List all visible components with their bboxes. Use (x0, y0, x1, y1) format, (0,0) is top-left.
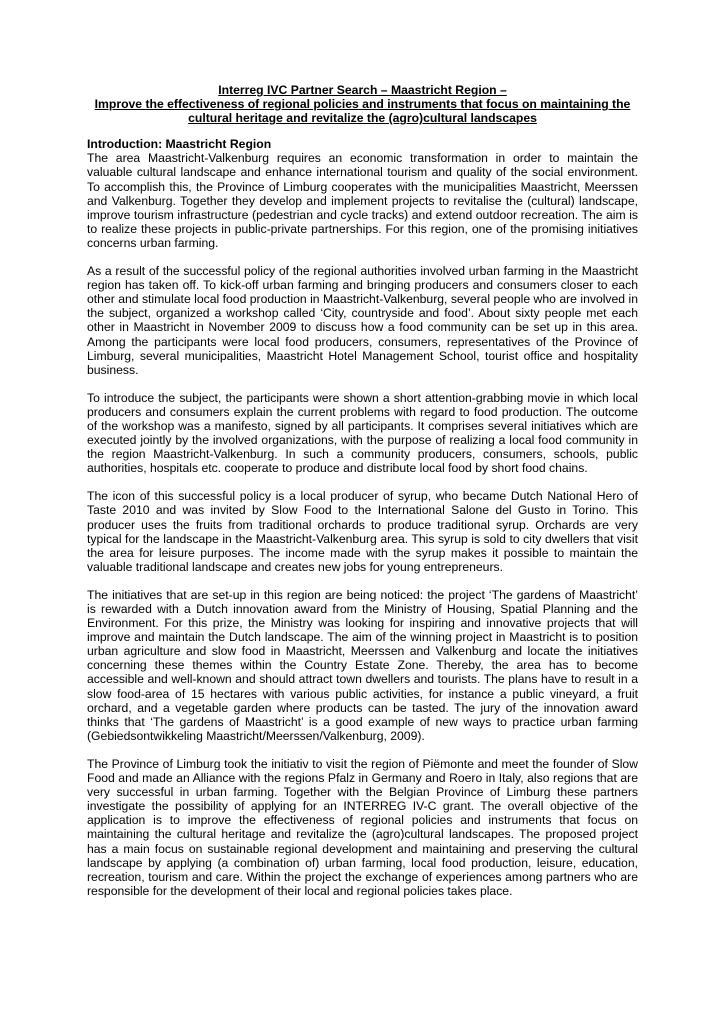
paragraph-5: The initiatives that are set-up in this region are being noticed: the project ‘The gardens of Maastricht’ is rewarded with a Dutch innovation award from the Ministry of Housing, Spatial Planning and the Environment. For this prize, the Ministry was looking for inspiring and innovative projects that will improve and maintain the Dutch landscape. The aim of the winning project in Maastricht is to position urban agriculture and slow food in Maastricht, Meerssen and Valkenburg and locate the initiatives concerning these themes within the Country Estate Zone. Thereby, the area has to become accessible and well-known and should attract town dwellers and tourists. The plans have to result in a slow food-area of 15 hectares with various public activities, for instance a public vineyard, a fruit orchard, and a vegetable garden where products can be tasted. The jury of the innovation award thinks that ‘The gardens of Maastricht’ is a good example of new ways to practice urban farming (Gebiedsontwikkeling Maastricht/Meerssen/Valkenburg, 2009). (87, 587, 638, 743)
paragraph-3: To introduce the subject, the participants were shown a short attention-grabbing movie in which local producers and consumers explain the current problems with regard to food production. The outcome of the workshop was a manifesto, signed by all participants. It comprises several initiatives which are executed jointly by the involved organizations, with the purpose of realizing a local food community in the region Maastricht-Valkenburg. In such a community producers, consumers, schools, public authorities, hospitals etc. cooperate to produce and distribute local food by short food chains. (87, 390, 638, 476)
document-page (87, 83, 638, 912)
title-line-1: Interreg IVC Partner Search – Maastricht Region – (218, 83, 507, 97)
section-heading: Introduction: Maastricht Region (87, 137, 272, 152)
document-title (87, 83, 638, 125)
paragraph-4: The icon of this successful policy is a local producer of syrup, who became Dutch National Hero of Taste 2010 and was invited by Slow Food to the International Salone del Gusto in Torino. This producer uses the fruits from traditional orchards to produce traditional syrup. Orchards are very typical for the landscape in the Maastricht-Valkenburg area. This syrup is sold to city dwellers that visit the area for leisure purposes. The income made with the syrup makes it possible to maintain the valuable traditional landscape and creates new jobs for young entrepreneurs. (87, 489, 638, 574)
title-line-2: Improve the effectiveness of regional policies and instruments that focus on maintaining the cultural heritage and revitalize the (agro)cultural landscapes (94, 97, 631, 126)
paragraph-2: As a result of the successful policy of the regional authorities involved urban farming in the Maastricht region has taken off. To kick-off urban farming and bringing producers and consumers closer to each other and stimulate local food production in Maastricht-Valkenburg, several people who are involved in the subject, organized a workshop called ‘City, countryside and food’. About sixty people met each other in Maastricht in November 2009 to discuss how a food community can be set up in this area. Among the participants were local food producers, consumers, representatives of the Province of Limburg, several municipalities, Maastricht Hotel Management School, tourist office and hospitality business. (87, 264, 638, 377)
paragraph-6: The Province of Limburg took the initiativ to visit the region of Piëmonte and meet the founder of Slow Food and made an Alliance with the regions Pfalz in Germany and Roero in Italy, also regions that are very successful in urban farming. Together with the Belgian Province of Limburg these partners investigate the possibility of applying for an INTERREG IV-C grant. The overall objective of the application is to improve the effectiveness of regional policies and instruments that focus on maintaining the cultural heritage and revitalize the (agro)cultural landscapes. The proposed project has a main focus on sustainable regional development and maintaining and preserving the cultural landscape by applying (a combination of) urban farming, local food production, leisure, education, recreation, tourism and care. Within the project the exchange of experiences among partners who are responsible for the development of their local and regional policies takes place. (87, 756, 638, 898)
paragraph-1: The area Maastricht-Valkenburg requires an economic transformation in order to maintain the valuable cultural landscape and enhance international tourism and quality of the social environment. To accomplish this, the Province of Limburg cooperates with the municipalities Maastricht, Meerssen and Valkenburg. Together they develop and implement projects to revitalise the (cultural) landscape, improve tourism infrastructure (pedestrian and cycle tracks) and extend outdoor recreation. The aim is to realize these projects in public-private partnerships. For this region, one of the promising initiatives concerns urban farming. (87, 151, 638, 250)
